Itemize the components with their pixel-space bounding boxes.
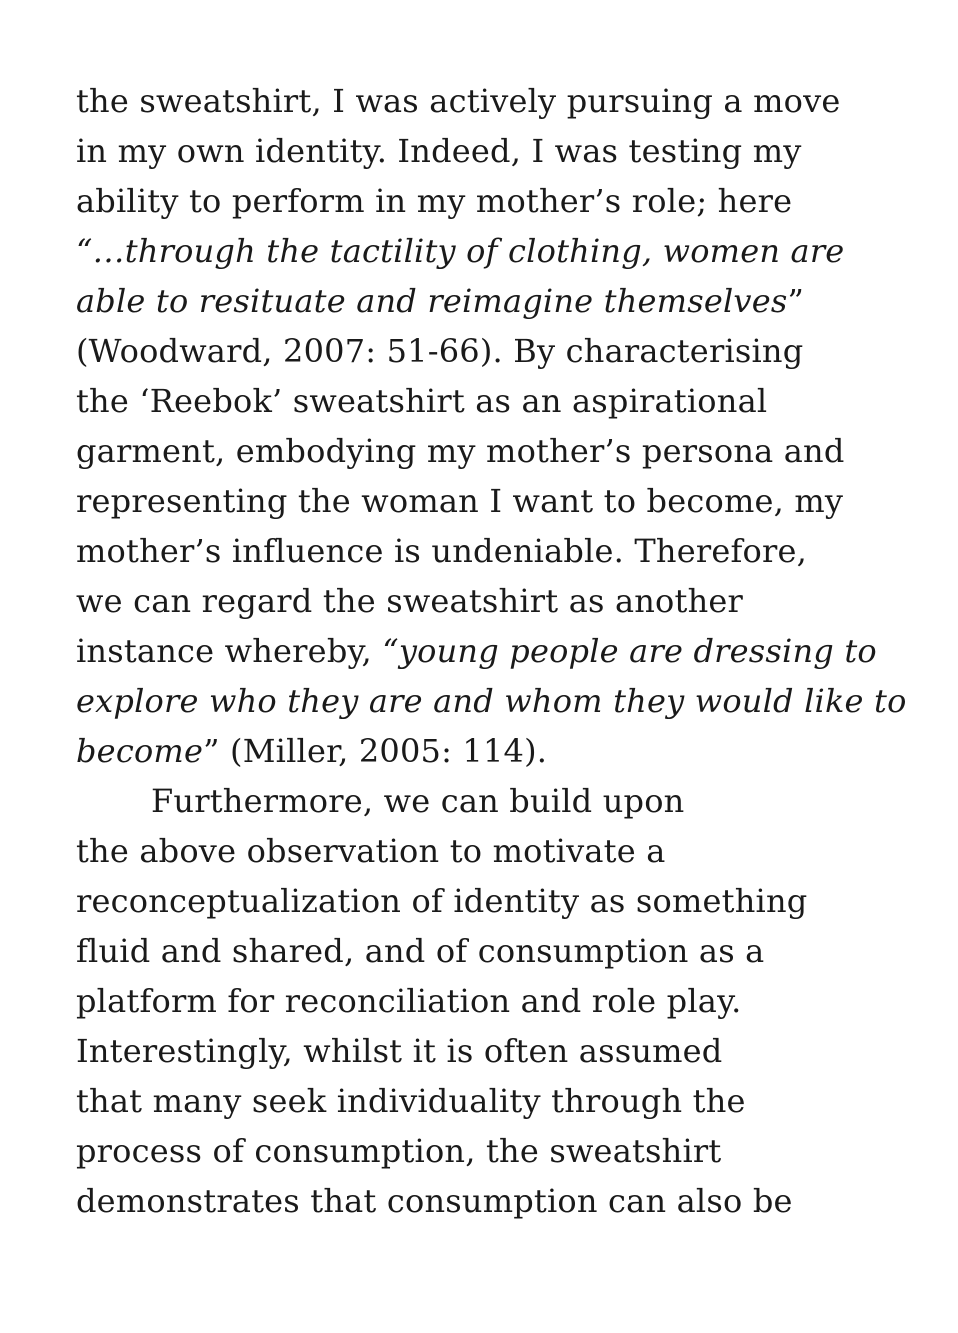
text-segment: garment, embodying my mother’s persona and xyxy=(76,432,845,470)
text-line xyxy=(76,476,886,526)
text-line xyxy=(76,1126,886,1176)
quote-segment: “young people are dressing to xyxy=(382,632,877,670)
text-segment: fluid and shared, and of consumption as a xyxy=(76,932,765,970)
text-segment: we can regard the sweatshirt as another xyxy=(76,582,744,620)
text-line xyxy=(76,826,886,876)
text-line xyxy=(76,376,886,426)
quote-segment: able to resituate and reimagine themselves xyxy=(76,282,788,320)
text-segment: ” xyxy=(787,282,805,320)
citation-line xyxy=(76,726,886,776)
text-segment: Interestingly, whilst it is often assumed xyxy=(76,1032,723,1070)
text-line xyxy=(76,576,886,626)
text-segment: (Woodward, 2007: 51-66). By characterising xyxy=(76,332,804,370)
document-page xyxy=(76,76,907,1226)
citation-line xyxy=(76,326,886,376)
text-segment: mother’s influence is undeniable. Therefore, xyxy=(76,532,808,570)
quote-segment: explore who they are and whom they would like to xyxy=(76,682,907,720)
text-line xyxy=(76,76,886,126)
text-segment: ” (Miller, 2005: 114). xyxy=(203,732,548,770)
text-line xyxy=(76,1076,886,1126)
text-line xyxy=(76,526,886,576)
quote-line xyxy=(76,226,886,276)
text-line xyxy=(76,176,886,226)
text-segment: Furthermore, we can build upon xyxy=(151,782,685,820)
text-segment: representing the woman I want to become, my xyxy=(76,482,844,520)
text-segment: demonstrates that consumption can also be xyxy=(76,1182,793,1220)
text-segment: the sweatshirt, I was actively pursuing a move xyxy=(76,82,841,120)
quote-segment: become xyxy=(76,732,204,770)
text-segment: the above observation to motivate a xyxy=(76,832,666,870)
text-line xyxy=(76,876,886,926)
text-line xyxy=(76,126,886,176)
quote-line xyxy=(76,676,907,726)
text-line xyxy=(76,1176,886,1226)
text-segment: in my own identity. Indeed, I was testing my xyxy=(76,132,802,170)
text-line xyxy=(76,426,886,476)
quote-segment: “…through the tactility of clothing, women are xyxy=(76,232,845,270)
text-line xyxy=(76,1026,886,1076)
text-line xyxy=(76,626,886,676)
text-segment: that many seek individuality through the xyxy=(76,1082,746,1120)
text-line xyxy=(76,926,886,976)
text-segment: reconceptualization of identity as something xyxy=(76,882,808,920)
text-segment: instance whereby, xyxy=(76,632,383,670)
text-segment: process of consumption, the sweatshirt xyxy=(76,1132,722,1170)
text-segment: the ‘Reebok’ sweatshirt as an aspirational xyxy=(76,382,768,420)
text-segment: platform for reconciliation and role play. xyxy=(76,982,742,1020)
text-line xyxy=(76,976,886,1026)
paragraph-start-line xyxy=(76,776,886,826)
quote-line xyxy=(76,276,886,326)
text-segment: ability to perform in my mother’s role; here xyxy=(76,182,793,220)
